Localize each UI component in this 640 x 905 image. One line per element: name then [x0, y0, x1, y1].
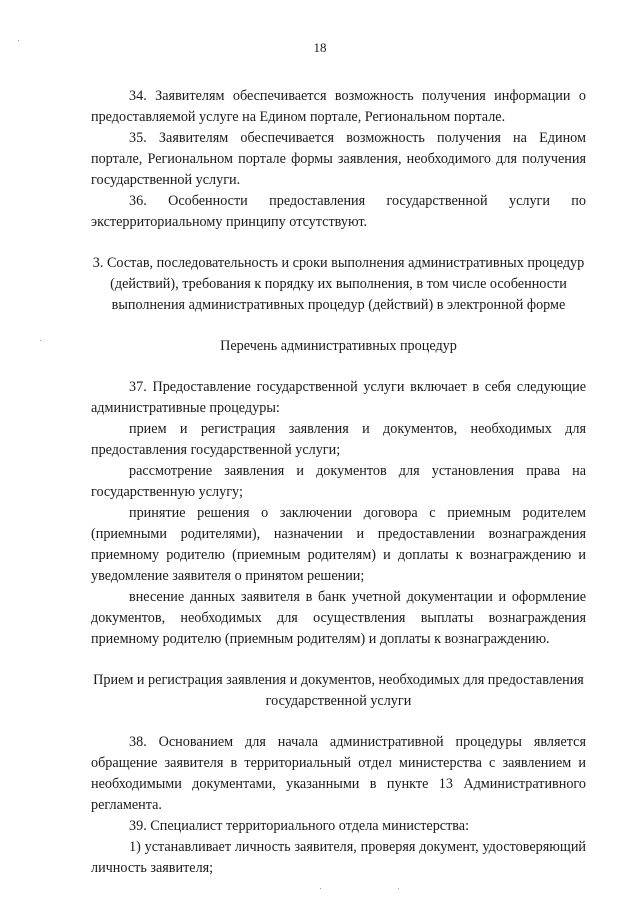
scan-speck	[398, 888, 399, 889]
spacer	[91, 650, 586, 670]
page-number: 18	[313, 40, 327, 55]
reception-heading: Прием и регистрация заявления и документов, необходимых для предоставления государственной услуги	[93, 672, 584, 709]
spacer	[91, 357, 586, 377]
paragraph-39-1: 1) устанавливает личность заявителя, проверяя документ, удостоверяющий личность заявителя;	[91, 839, 586, 876]
paragraph-35: 35. Заявителям обеспечивается возможность получения на Едином портале, Региональном портале формы заявления, необходимого для получения государственной услуги.	[91, 130, 586, 188]
spacer	[91, 316, 586, 336]
scan-speck	[18, 40, 19, 41]
procedure-item-2: рассмотрение заявления и документов для установления права на государственную услугу;	[91, 463, 586, 500]
spacer	[91, 233, 586, 253]
section-3-heading: 3. Состав, последовательность и сроки выполнения административных процедур (действий), требования к порядку их выполнения, в том числе особенности выполнения административных процедур (действий) в электронной форме	[92, 255, 585, 313]
scan-speck	[320, 888, 321, 889]
paragraph-34: 34. Заявителям обеспечивается возможность получения информации о предоставляемой услуге на Едином портале, Региональном портале.	[91, 88, 586, 125]
paragraph-38: 38. Основанием для начала административной процедуры является обращение заявителя в территориальный отдел министерства с заявлением и необходимыми документами, указанными в пункте 13 Административного регламента.	[91, 734, 586, 813]
procedure-item-1: прием и регистрация заявления и документов, необходимых для предоставления государственной услуги;	[91, 421, 586, 458]
procedure-item-3: принятие решения о заключении договора с приемным родителем (приемными родителями), назначении и предоставлении вознаграждения приемному родителю (приемным родителям) и доплаты к вознаграждению и уведомление заявителя о принятом решении;	[91, 505, 586, 584]
procedures-list-heading: Перечень административных процедур	[220, 338, 457, 354]
procedure-item-4: внесение данных заявителя в банк учетной документации и оформление документов, необходимых для осуществления выплаты вознаграждения приемному родителю (приемным родителям) и доплаты к вознаграждению.	[91, 589, 586, 647]
document-body	[91, 86, 586, 879]
paragraph-37: 37. Предоставление государственной услуги включает в себя следующие административные процедуры:	[91, 379, 586, 416]
spacer	[91, 712, 586, 732]
paragraph-39: 39. Специалист территориального отдела министерства:	[129, 818, 470, 834]
paragraph-36: 36. Особенности предоставления государственной услуги по экстерриториальному принципу отсутствуют.	[91, 193, 586, 230]
scan-speck	[40, 340, 41, 341]
